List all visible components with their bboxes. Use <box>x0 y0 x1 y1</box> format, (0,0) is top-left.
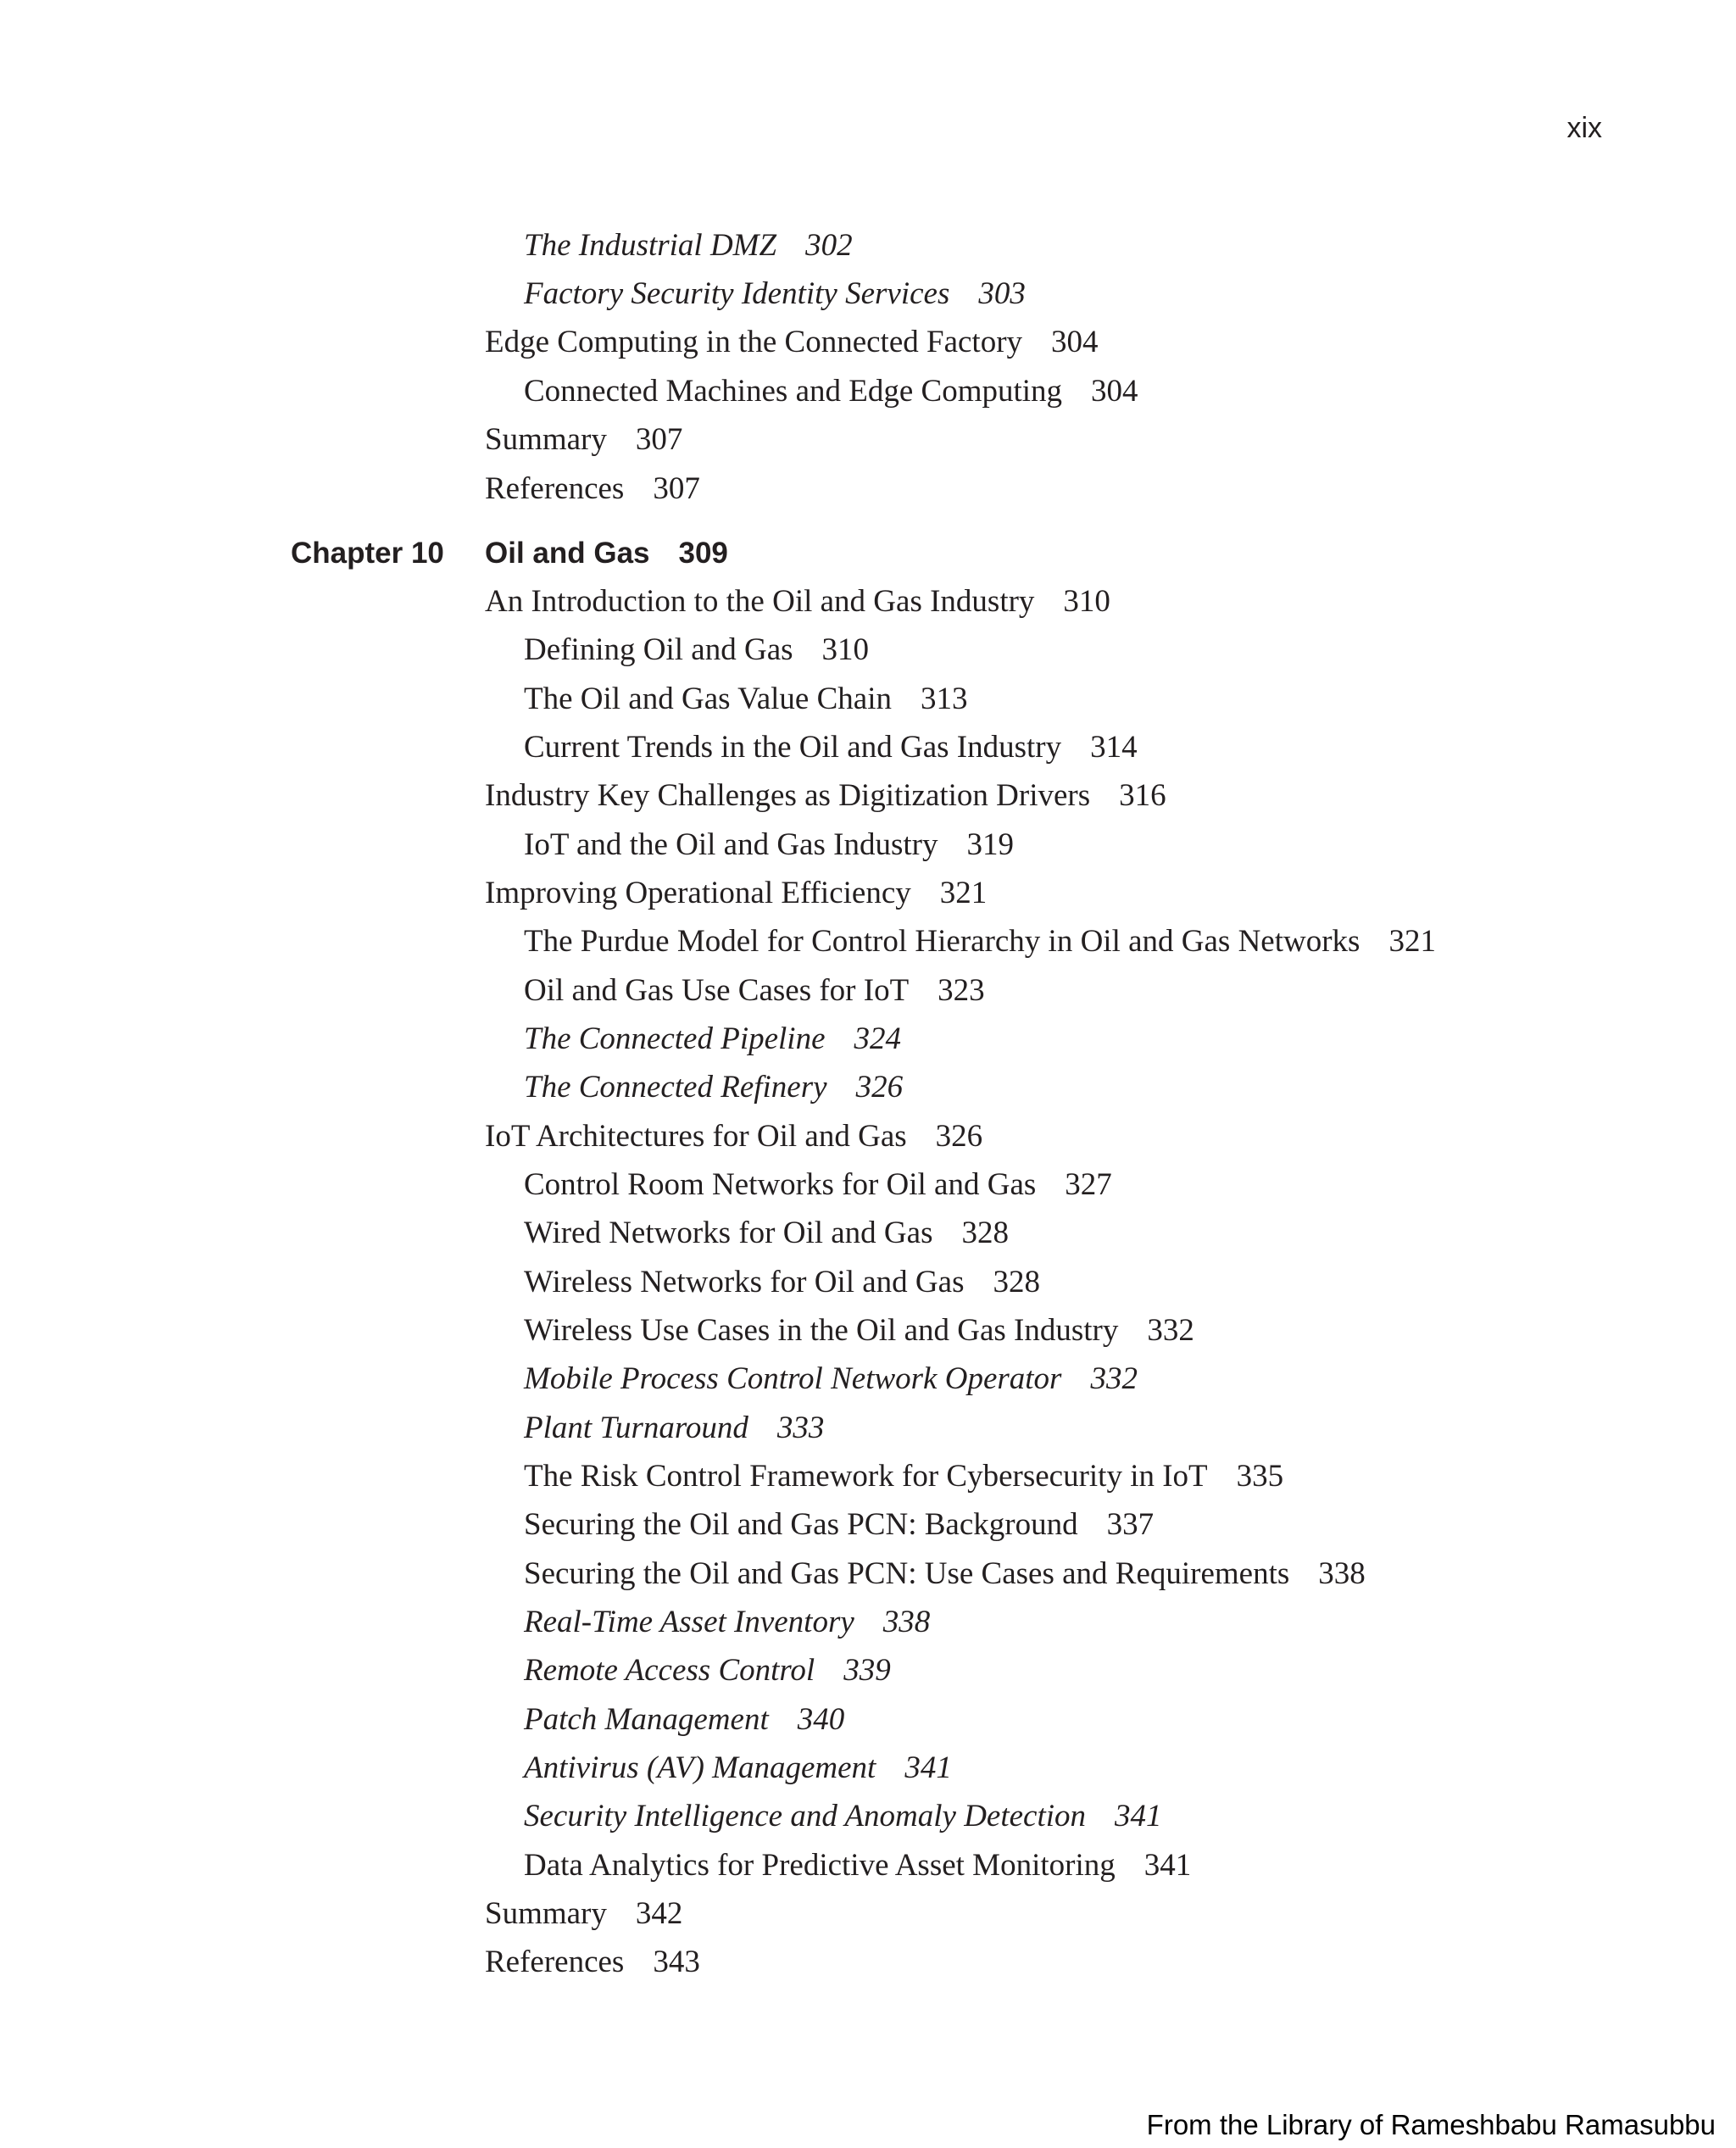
toc-entry <box>524 632 869 669</box>
toc-entry-title: Factory Security Identity Services <box>524 276 950 311</box>
toc-entry <box>524 1750 952 1787</box>
toc-entry-page: 341 <box>904 1750 952 1785</box>
toc-entry-page: 338 <box>882 1605 931 1639</box>
toc-entry <box>485 777 1166 815</box>
page-number: xix <box>1566 112 1602 144</box>
toc-entry <box>485 1944 700 1981</box>
chapter-page: 309 <box>678 537 728 570</box>
toc-entry <box>524 1701 844 1739</box>
toc-entry-title: Patch Management <box>524 1702 769 1737</box>
toc-entry-title: Connected Machines and Edge Computing <box>524 374 1063 409</box>
toc-entry-title: Antivirus (AV) Management <box>524 1750 876 1785</box>
toc-entry-page: 313 <box>920 682 968 716</box>
toc-entry <box>524 227 853 264</box>
toc-entry-title: Oil and Gas Use Cases for IoT <box>524 973 910 1008</box>
toc-entry-title: Improving Operational Efficiency <box>485 876 911 910</box>
toc-entry-page: 316 <box>1119 778 1166 813</box>
toc-entry-page: 332 <box>1090 1361 1138 1396</box>
toc-entry-page: 341 <box>1115 1799 1162 1834</box>
toc-entry <box>524 729 1138 766</box>
toc-entry <box>524 1798 1162 1835</box>
toc-entry-title: Real-Time Asset Inventory <box>524 1605 854 1639</box>
toc-entry-page: 307 <box>653 471 700 506</box>
toc-entry-page: 342 <box>635 1896 683 1931</box>
toc-entry <box>485 470 700 508</box>
toc-entry-page: 333 <box>776 1411 825 1445</box>
toc-entry <box>524 1555 1366 1593</box>
toc-entry-page: 340 <box>797 1702 845 1737</box>
toc-entry-title: Summary <box>485 1896 607 1931</box>
toc-entry-page: 328 <box>961 1216 1009 1250</box>
toc-entry-title: Defining Oil and Gas <box>524 632 793 667</box>
toc-entry-page: 327 <box>1065 1167 1112 1202</box>
toc-entry-title: Wired Networks for Oil and Gas <box>524 1216 933 1250</box>
toc-entry <box>485 1895 682 1933</box>
toc-entry <box>524 1458 1283 1495</box>
toc-entry-title: The Industrial DMZ <box>524 228 777 263</box>
toc-entry-page: 321 <box>939 876 988 910</box>
toc-entry-page: 310 <box>1063 584 1110 619</box>
toc-entry <box>524 373 1138 410</box>
toc-entry-page: 337 <box>1106 1507 1155 1542</box>
toc-entry <box>524 1652 891 1689</box>
toc-entry-title: Mobile Process Control Network Operator <box>524 1361 1062 1396</box>
toc-entry <box>524 923 1436 960</box>
toc-entry <box>524 1021 901 1058</box>
chapter-title: Oil and Gas <box>485 537 650 570</box>
toc-entry <box>524 1166 1112 1204</box>
toc-entry <box>524 1410 824 1447</box>
toc-entry-title: Summary <box>485 422 607 457</box>
toc-entry <box>485 324 1099 361</box>
toc-entry-title: Industry Key Challenges as Digitization Drivers <box>485 778 1091 813</box>
toc-entry <box>485 421 682 459</box>
toc-entry-title: An Introduction to the Oil and Gas Industry <box>485 584 1035 619</box>
toc-entry-page: 339 <box>843 1653 891 1688</box>
toc-entry-page: 314 <box>1090 730 1138 765</box>
toc-entry-title: IoT and the Oil and Gas Industry <box>524 827 938 862</box>
toc-entry-title: Control Room Networks for Oil and Gas <box>524 1167 1037 1202</box>
library-footer: From the Library of Rameshbabu Ramasubbu <box>1146 2109 1716 2140</box>
toc-entry-page: 304 <box>1091 374 1138 409</box>
toc-entry-page: 310 <box>821 632 870 667</box>
toc-entry-title: References <box>485 1945 625 1979</box>
toc-entry <box>524 1264 1040 1301</box>
toc-entry-page: 328 <box>993 1265 1040 1299</box>
toc-entry <box>524 1847 1191 1884</box>
toc-entry-page: 302 <box>805 228 853 263</box>
toc-entry-page: 319 <box>966 827 1014 862</box>
toc-entry <box>524 1069 903 1106</box>
toc-entry-title: Data Analytics for Predictive Asset Monitoring <box>524 1848 1116 1883</box>
toc-entry <box>524 681 967 718</box>
toc-entry-page: 304 <box>1051 325 1099 359</box>
toc-entry-page: 326 <box>935 1119 983 1154</box>
toc-entry-page: 343 <box>653 1945 700 1979</box>
toc-entry <box>524 1215 1009 1252</box>
toc-entry-title: References <box>485 471 625 506</box>
toc-entry-title: Remote Access Control <box>524 1653 815 1688</box>
toc-entry <box>485 583 1110 620</box>
toc-entry-page: 303 <box>978 276 1026 311</box>
toc-entry-page: 326 <box>855 1070 904 1105</box>
toc-entry-title: Security Intelligence and Anomaly Detection <box>524 1799 1087 1834</box>
toc-entry-title: The Risk Control Framework for Cybersecurity in IoT <box>524 1459 1208 1494</box>
toc-entry <box>485 875 987 912</box>
toc-entry-title: The Connected Refinery <box>524 1070 827 1105</box>
toc-entry-title: Wireless Networks for Oil and Gas <box>524 1265 965 1299</box>
toc-entry-title: Securing the Oil and Gas PCN: Background <box>524 1507 1078 1542</box>
toc-entry <box>524 826 1014 864</box>
toc-entry-page: 335 <box>1236 1459 1284 1494</box>
toc-entry-page: 321 <box>1388 924 1436 959</box>
toc-entry <box>524 1361 1138 1398</box>
toc-entry-page: 324 <box>854 1021 902 1056</box>
toc-entry <box>524 1506 1154 1544</box>
toc-entry <box>524 972 985 1010</box>
toc-entry-page: 307 <box>635 422 683 457</box>
toc-entry-page: 323 <box>938 973 985 1008</box>
toc-entry-title: IoT Architectures for Oil and Gas <box>485 1119 907 1154</box>
toc-entry <box>524 1604 930 1641</box>
chapter-label: Chapter 10 <box>291 537 444 570</box>
toc-entry-page: 338 <box>1318 1556 1366 1591</box>
toc-entry <box>524 275 1026 313</box>
toc-entry-page: 341 <box>1143 1848 1192 1883</box>
toc-entry <box>485 1118 982 1155</box>
chapter-heading <box>485 535 728 572</box>
toc-entry-title: Wireless Use Cases in the Oil and Gas Industry <box>524 1313 1119 1348</box>
toc-entry-title: The Oil and Gas Value Chain <box>524 682 892 716</box>
toc-entry-title: Current Trends in the Oil and Gas Industry <box>524 730 1062 765</box>
toc-entry-title: Securing the Oil and Gas PCN: Use Cases and Requirements <box>524 1556 1290 1591</box>
toc-entry-title: The Connected Pipeline <box>524 1021 826 1056</box>
toc-entry <box>524 1312 1194 1349</box>
toc-entry-title: The Purdue Model for Control Hierarchy in Oil and Gas Networks <box>524 924 1360 959</box>
toc-entry-title: Edge Computing in the Connected Factory <box>485 325 1023 359</box>
toc-entry-title: Plant Turnaround <box>524 1411 748 1445</box>
toc-entry-page: 332 <box>1147 1313 1194 1348</box>
